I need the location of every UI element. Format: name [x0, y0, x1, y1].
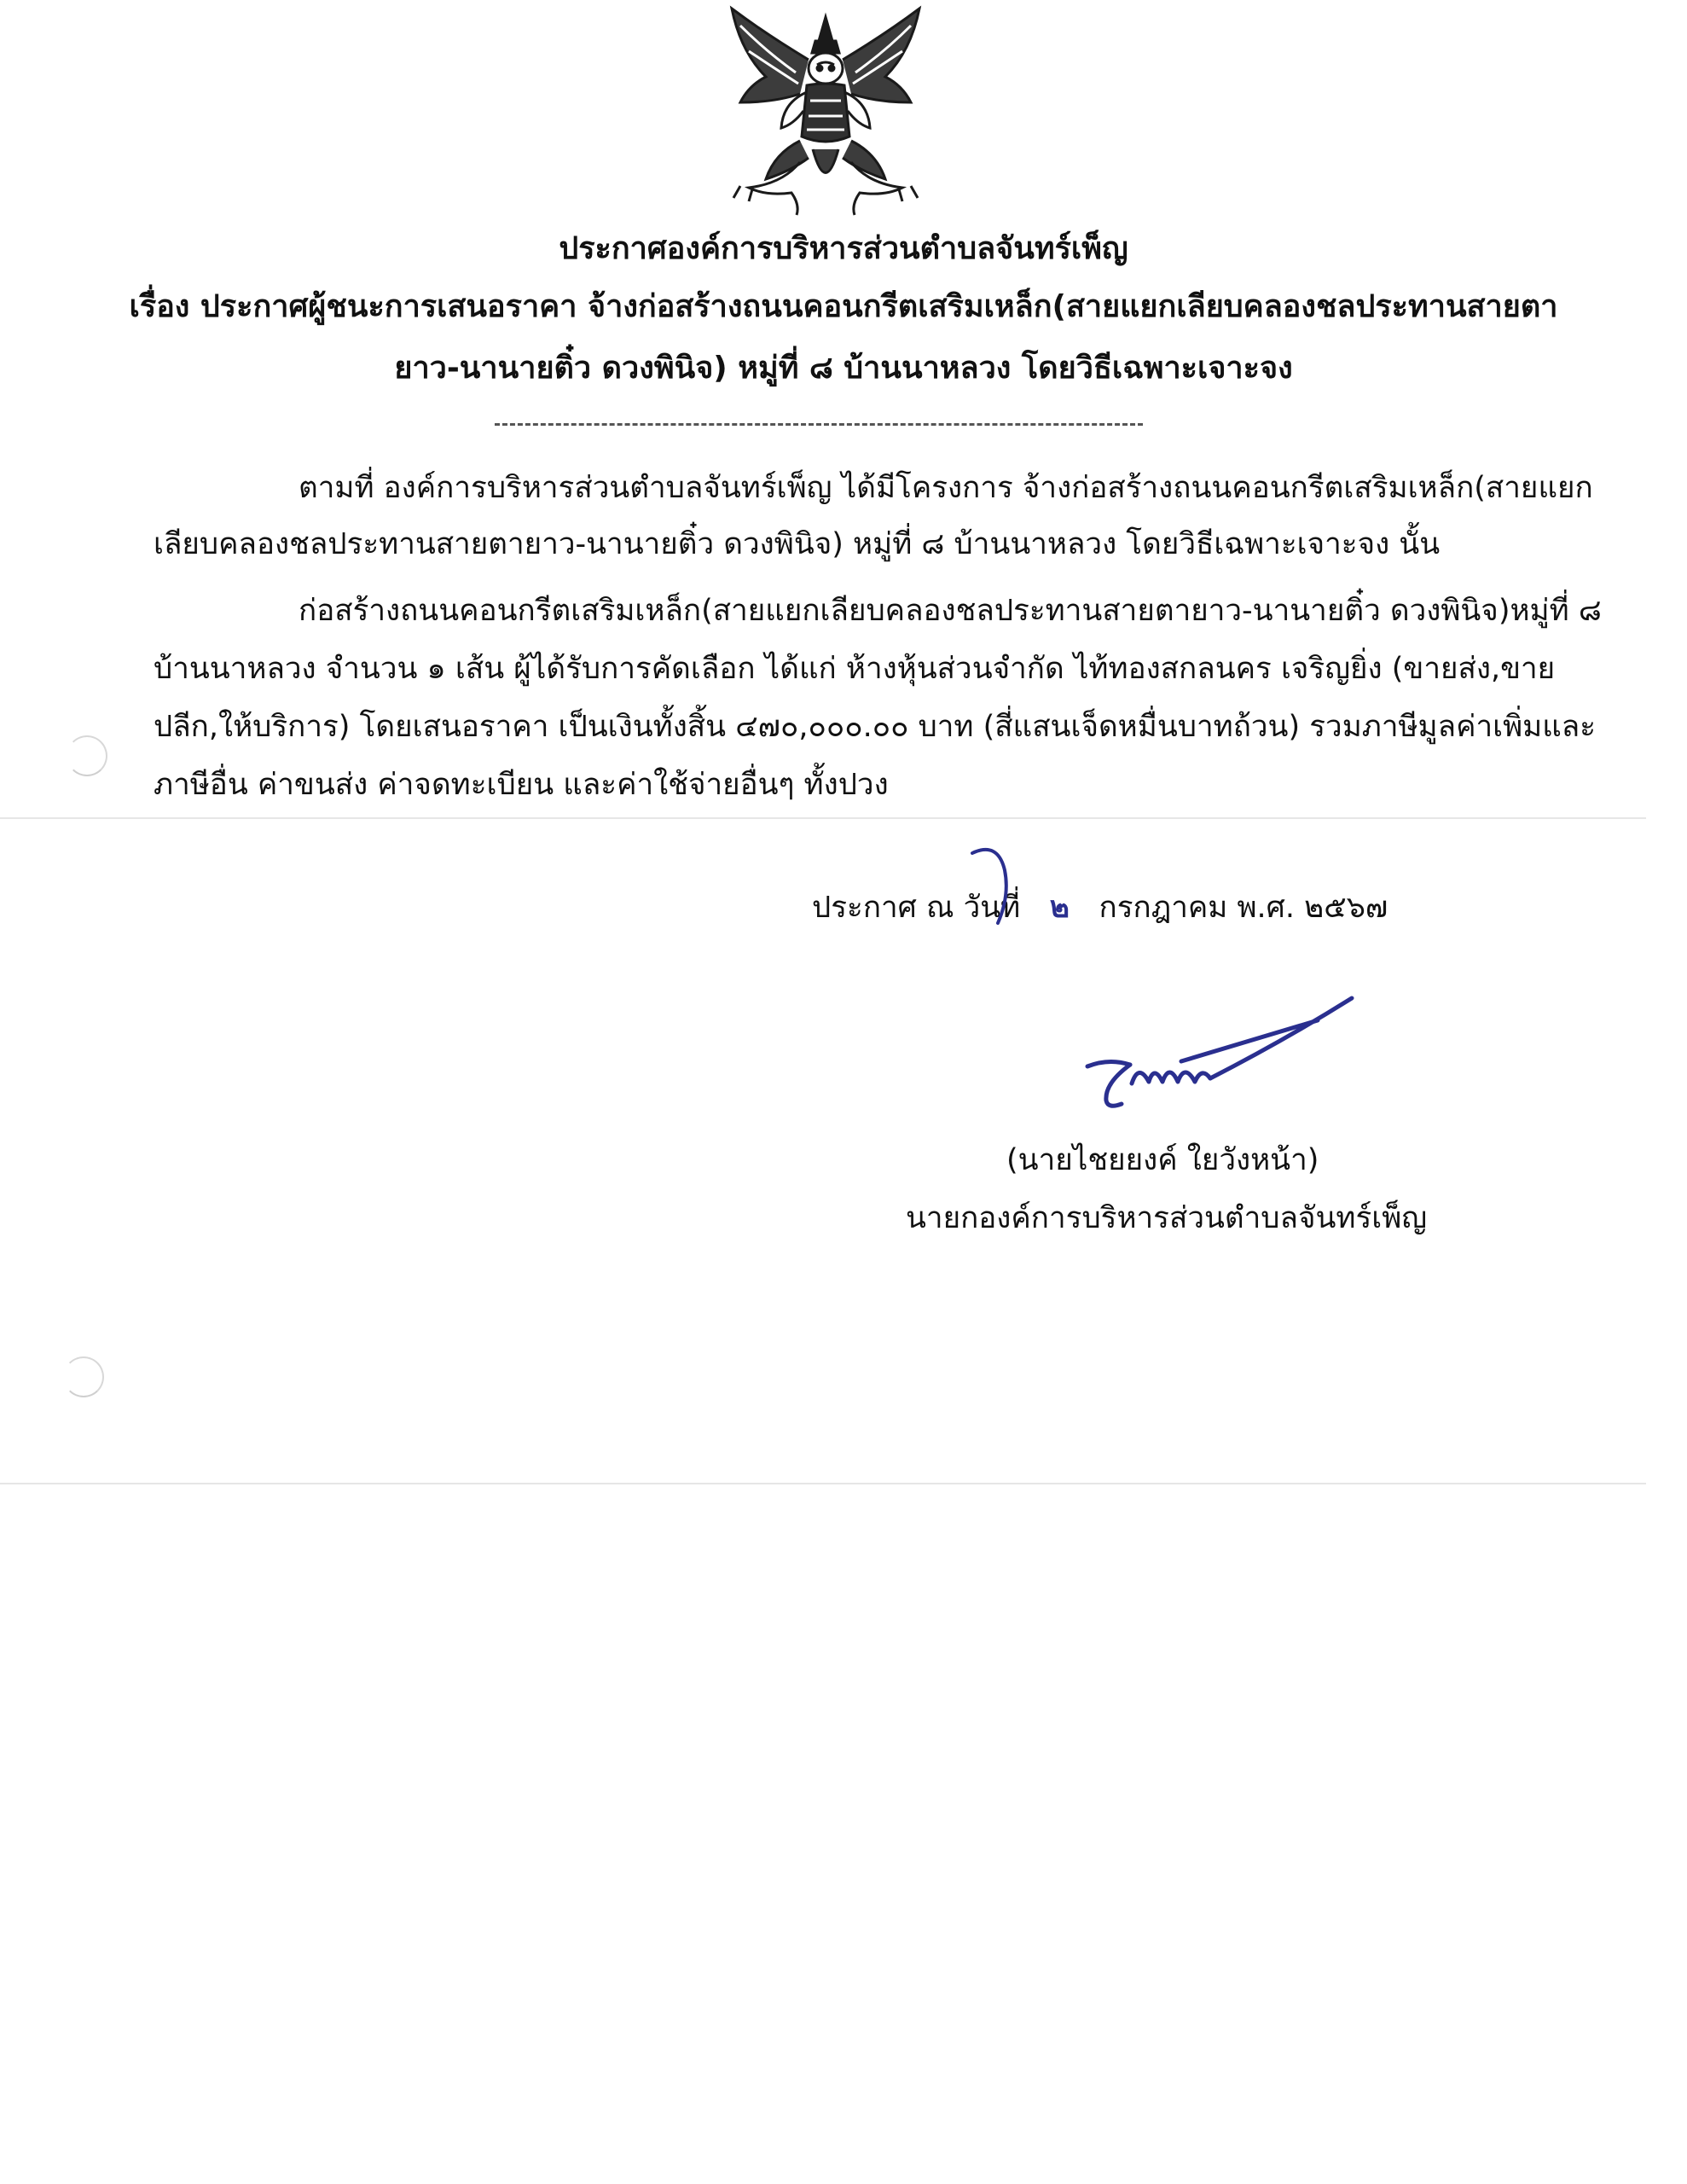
- signer-name: (นายไชยยงค์ ใยวังหน้า): [1006, 1143, 1319, 1177]
- punch-hole: [63, 1356, 104, 1397]
- date-prefix: ประกาศ ณ วันที่: [812, 891, 1021, 925]
- paragraph-2-line-4: ภาษีอื่น ค่าขนส่ง ค่าจดทะเบียน และค่าใช้จ่ายอื่นๆ ทั้งปวง: [154, 768, 889, 802]
- signer-position: นายกองค์การบริหารส่วนตำบลจันทร์เพ็ญ: [906, 1201, 1428, 1235]
- date-day: ๒: [1049, 891, 1070, 925]
- signature-icon: [1070, 990, 1365, 1118]
- paragraph-1-line-2: เลียบคลองชลประทานสายตายาว-นานายติ๋ว ดวงพินิจ) หมู่ที่ ๘ บ้านนาหลวง โดยวิธีเฉพาะเจาะจง นั้น: [154, 527, 1441, 561]
- paragraph-1-line-1: ตามที่ องค์การบริหารส่วนตำบลจันทร์เพ็ญ ได้มีโครงการ จ้างก่อสร้างถนนคอนกรีตเสริมเหล็ก(สายแยก: [299, 471, 1593, 505]
- announcement-date: [812, 887, 1388, 928]
- date-month-year: กรกฎาคม พ.ศ. ๒๕๖๗: [1099, 891, 1388, 925]
- scan-edge-line: [0, 817, 1646, 819]
- paragraph-2-line-3: ปลีก,ให้บริการ) โดยเสนอราคา เป็นเงินทั้งสิ้น ๔๗๐,๐๐๐.๐๐ บาท (สี่แสนเจ็ดหมื่นบาทถ้วน) รวมภาษีมูลค่าเพิ่มและ: [154, 710, 1597, 744]
- title-divider: [495, 423, 1143, 426]
- handwritten-date-mark-icon: [964, 845, 1032, 930]
- paragraph-2-line-1: ก่อสร้างถนนคอนกรีตเสริมเหล็ก(สายแยกเลียบคลองชลประทานสายตายาว-นานายติ๋ว ดวงพินิจ)หมู่ที่ ๘: [299, 594, 1602, 628]
- announcement-title: ประกาศองค์การบริหารส่วนตำบลจันทร์เพ็ญ: [559, 231, 1128, 266]
- subject-line-1: เรื่อง ประกาศผู้ชนะการเสนอราคา จ้างก่อสร้างถนนคอนกรีตเสริมเหล็ก(สายแยกเลียบคลองชลประทานสายตา: [129, 289, 1558, 324]
- garuda-emblem-icon: [715, 0, 936, 220]
- punch-hole: [67, 735, 107, 776]
- paragraph-2-line-2: บ้านนาหลวง จำนวน ๑ เส้น ผู้ได้รับการคัดเลือก ได้แก่ ห้างหุ้นส่วนจำกัด ไท้ทองสกลนคร เจริญยิ่ง (ขายส่ง,ขาย: [154, 652, 1556, 686]
- subject-line-2: ยาว-นานายติ๋ว ดวงพินิจ) หมู่ที่ ๘ บ้านนาหลวง โดยวิธีเฉพาะเจาะจง: [394, 351, 1293, 386]
- scan-edge-line: [0, 1483, 1646, 1484]
